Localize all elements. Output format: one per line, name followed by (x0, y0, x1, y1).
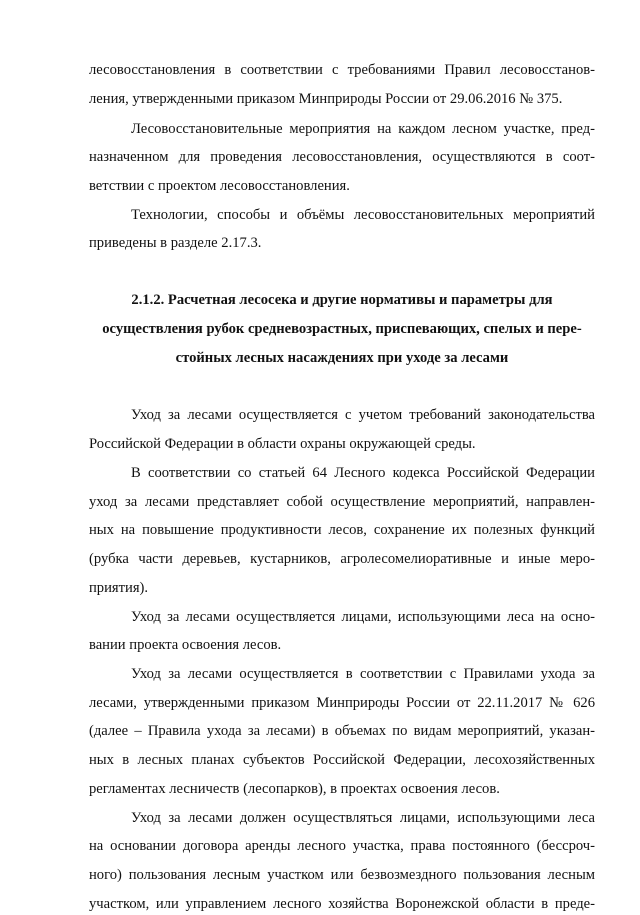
text-line: лесами, утвержденными приказом Минприроды России от 22.11.2017 № 626 (89, 695, 595, 711)
text-line: на основании договора аренды лесного участка, права постоянного (бессроч- (89, 838, 595, 854)
text-line: В соответствии со статьей 64 Лесного кодекса Российской Федерации (131, 465, 595, 481)
text-line: ления, утвержденными приказом Минприроды России от 29.06.2016 № 375. (89, 91, 563, 107)
text-line: назначенном для проведения лесовосстановления, осуществляются в соот- (89, 149, 595, 165)
text-line: (далее – Правила ухода за лесами) в объемах по видам мероприятий, указан- (89, 723, 595, 739)
text-line: Уход за лесами осуществляется с учетом требований законодательства (131, 407, 595, 423)
text-line: приятия). (89, 580, 149, 596)
text-line: Уход за лесами осуществляется лицами, использующими леса на осно- (131, 609, 595, 625)
section-heading: стойных лесных насаждениях при уходе за лесами (175, 350, 509, 366)
text-line: уход за лесами представляет собой осуществление мероприятий, направлен- (89, 494, 595, 510)
text-line: вании проекта освоения лесов. (89, 637, 282, 653)
text-line: приведены в разделе 2.17.3. (89, 235, 262, 251)
text-line: Лесовосстановительные мероприятия на каждом лесном участке, пред- (131, 121, 595, 137)
text-line: регламентах лесничеств (лесопарков), в проектах освоения лесов. (89, 781, 500, 797)
text-line: ветствии с проектом лесовосстановления. (89, 178, 350, 194)
text-line: ного) пользования лесным участком или безвозмездного пользования лесным (89, 867, 595, 883)
text-line: Уход за лесами осуществляется в соответствии с Правилами ухода за (131, 666, 595, 682)
text-line: Технологии, способы и объёмы лесовосстановительных мероприятий (131, 207, 595, 223)
text-line: ных на повышение продуктивности лесов, сохранение их полезных функций (89, 522, 595, 538)
text-line: участком, или управлением лесного хозяйства Воронежской области в преде- (89, 896, 595, 912)
text-line: Российской Федерации в области охраны окружающей среды. (89, 436, 476, 452)
section-heading: 2.1.2. Расчетная лесосека и другие нормативы и параметры для (131, 292, 553, 308)
text-line: ных в лесных планах субъектов Российской Федерации, лесохозяйственных (89, 752, 595, 768)
text-line: (рубка части деревьев, кустарников, агролесомелиоративные и иные меро- (89, 551, 595, 567)
text-line: лесовосстановления в соответствии с требованиями Правил лесовосстанов- (89, 62, 595, 78)
section-heading: осуществления рубок средневозрастных, приспевающих, спелых и пере- (102, 321, 582, 337)
text-line: Уход за лесами должен осуществляться лицами, использующими леса (131, 810, 595, 826)
